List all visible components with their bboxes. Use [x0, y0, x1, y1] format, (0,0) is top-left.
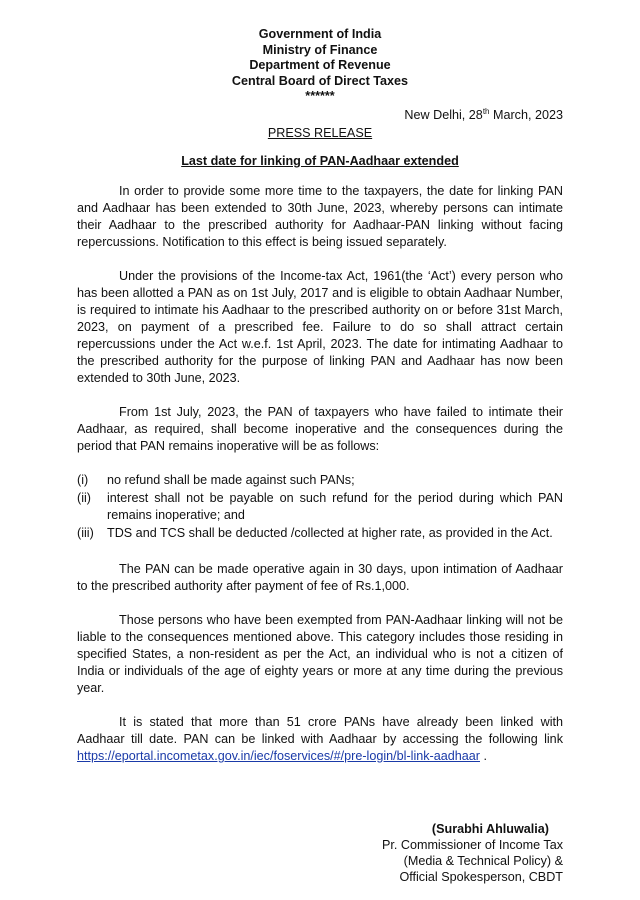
paragraph-6-text: It is stated that more than 51 crore PANs have already been linked with Aadhaar till date. PAN can be linked with Aadhaar by accessing the following link [77, 715, 563, 746]
date-rest: March, 2023 [489, 108, 563, 122]
list-item-number: (iii) [77, 526, 94, 540]
paragraph-1: In order to provide some more time to the taxpayers, the date for linking PAN and Aadhaar has been extended to 30th June, 2023, whereby persons can intimate their Aadhaar to the prescribed authority for Aadhaar-PAN linking without facing repercussions. Notification to this effect is being issued separately. [77, 184, 563, 249]
header-department: Department of Revenue [249, 58, 391, 72]
paragraph-5: Those persons who have been exempted from PAN-Aadhaar linking will not be liable to the consequences mentioned above. This category includes those residing in specified States, a non-resident as per the Act, an individual who is not a citizen of India or individuals of the age of eighty years or more at any time during the previous year. [77, 613, 563, 695]
list-item-number: (ii) [77, 491, 91, 505]
letterhead [0, 27, 640, 105]
list-item [77, 472, 563, 489]
header-government: Government of India [258, 27, 382, 41]
consequences-list [77, 472, 563, 542]
list-item [77, 490, 563, 524]
date-prefix: New Delhi, 28 [404, 108, 483, 122]
release-date [404, 107, 563, 124]
list-item [77, 525, 563, 542]
list-item-number: (i) [77, 473, 89, 487]
header-ministry: Ministry of Finance [262, 42, 378, 57]
list-item-text: interest shall not be payable on such refund for the period during which PAN remains inoperative; and [107, 491, 563, 522]
signatory-role: Official Spokesperson, CBDT [399, 870, 563, 884]
aadhaar-link[interactable]: https://eportal.incometax.gov.in/iec/foservices/#/pre-login/bl-link-aadhaar [77, 749, 480, 763]
paragraph-6-end: . [479, 749, 487, 763]
list-item-text: TDS and TCS shall be deducted /collected at higher rate, as provided in the Act. [107, 526, 553, 540]
subject-heading: Last date for linking of PAN-Aadhaar extended [181, 154, 459, 168]
header-board: Central Board of Direct Taxes [231, 73, 409, 88]
paragraph-6 [77, 714, 563, 765]
document-body [77, 183, 563, 782]
signatory-name: (Surabhi Ahluwalia) [431, 822, 549, 836]
list-item-text: no refund shall be made against such PANs; [107, 473, 355, 487]
press-release-label: PRESS RELEASE [267, 126, 373, 140]
date-suffix: th [482, 106, 490, 116]
header-separator: ****** [305, 89, 335, 103]
signatory-title: Pr. Commissioner of Income Tax [381, 838, 563, 852]
signature-block [382, 821, 563, 885]
paragraph-3: From 1st July, 2023, the PAN of taxpayers who have failed to intimate their Aadhaar, as required, shall become inoperative and the consequences during the period that PAN remains inoperative will be as follows: [77, 405, 563, 453]
paragraph-4: The PAN can be made operative again in 30 days, upon intimation of Aadhaar to the prescribed authority after payment of fee of Rs.1,000. [77, 562, 563, 593]
signatory-division: (Media & Technical Policy) & [403, 854, 563, 868]
paragraph-2: Under the provisions of the Income-tax Act, 1961(the ‘Act’) every person who has been allotted a PAN as on 1st July, 2017 and is eligible to obtain Aadhaar Number, is required to intimate his Aadhaar to the prescribed authority on or before 31st March, 2023, on payment of a prescribed fee. Failure to do so shall attract certain repercussions under the Act w.e.f. 1st April, 2023. The date for intimating Aadhaar to the prescribed authority for the purpose of linking PAN and Aadhaar has now been extended to 30th June, 2023. [77, 269, 563, 385]
